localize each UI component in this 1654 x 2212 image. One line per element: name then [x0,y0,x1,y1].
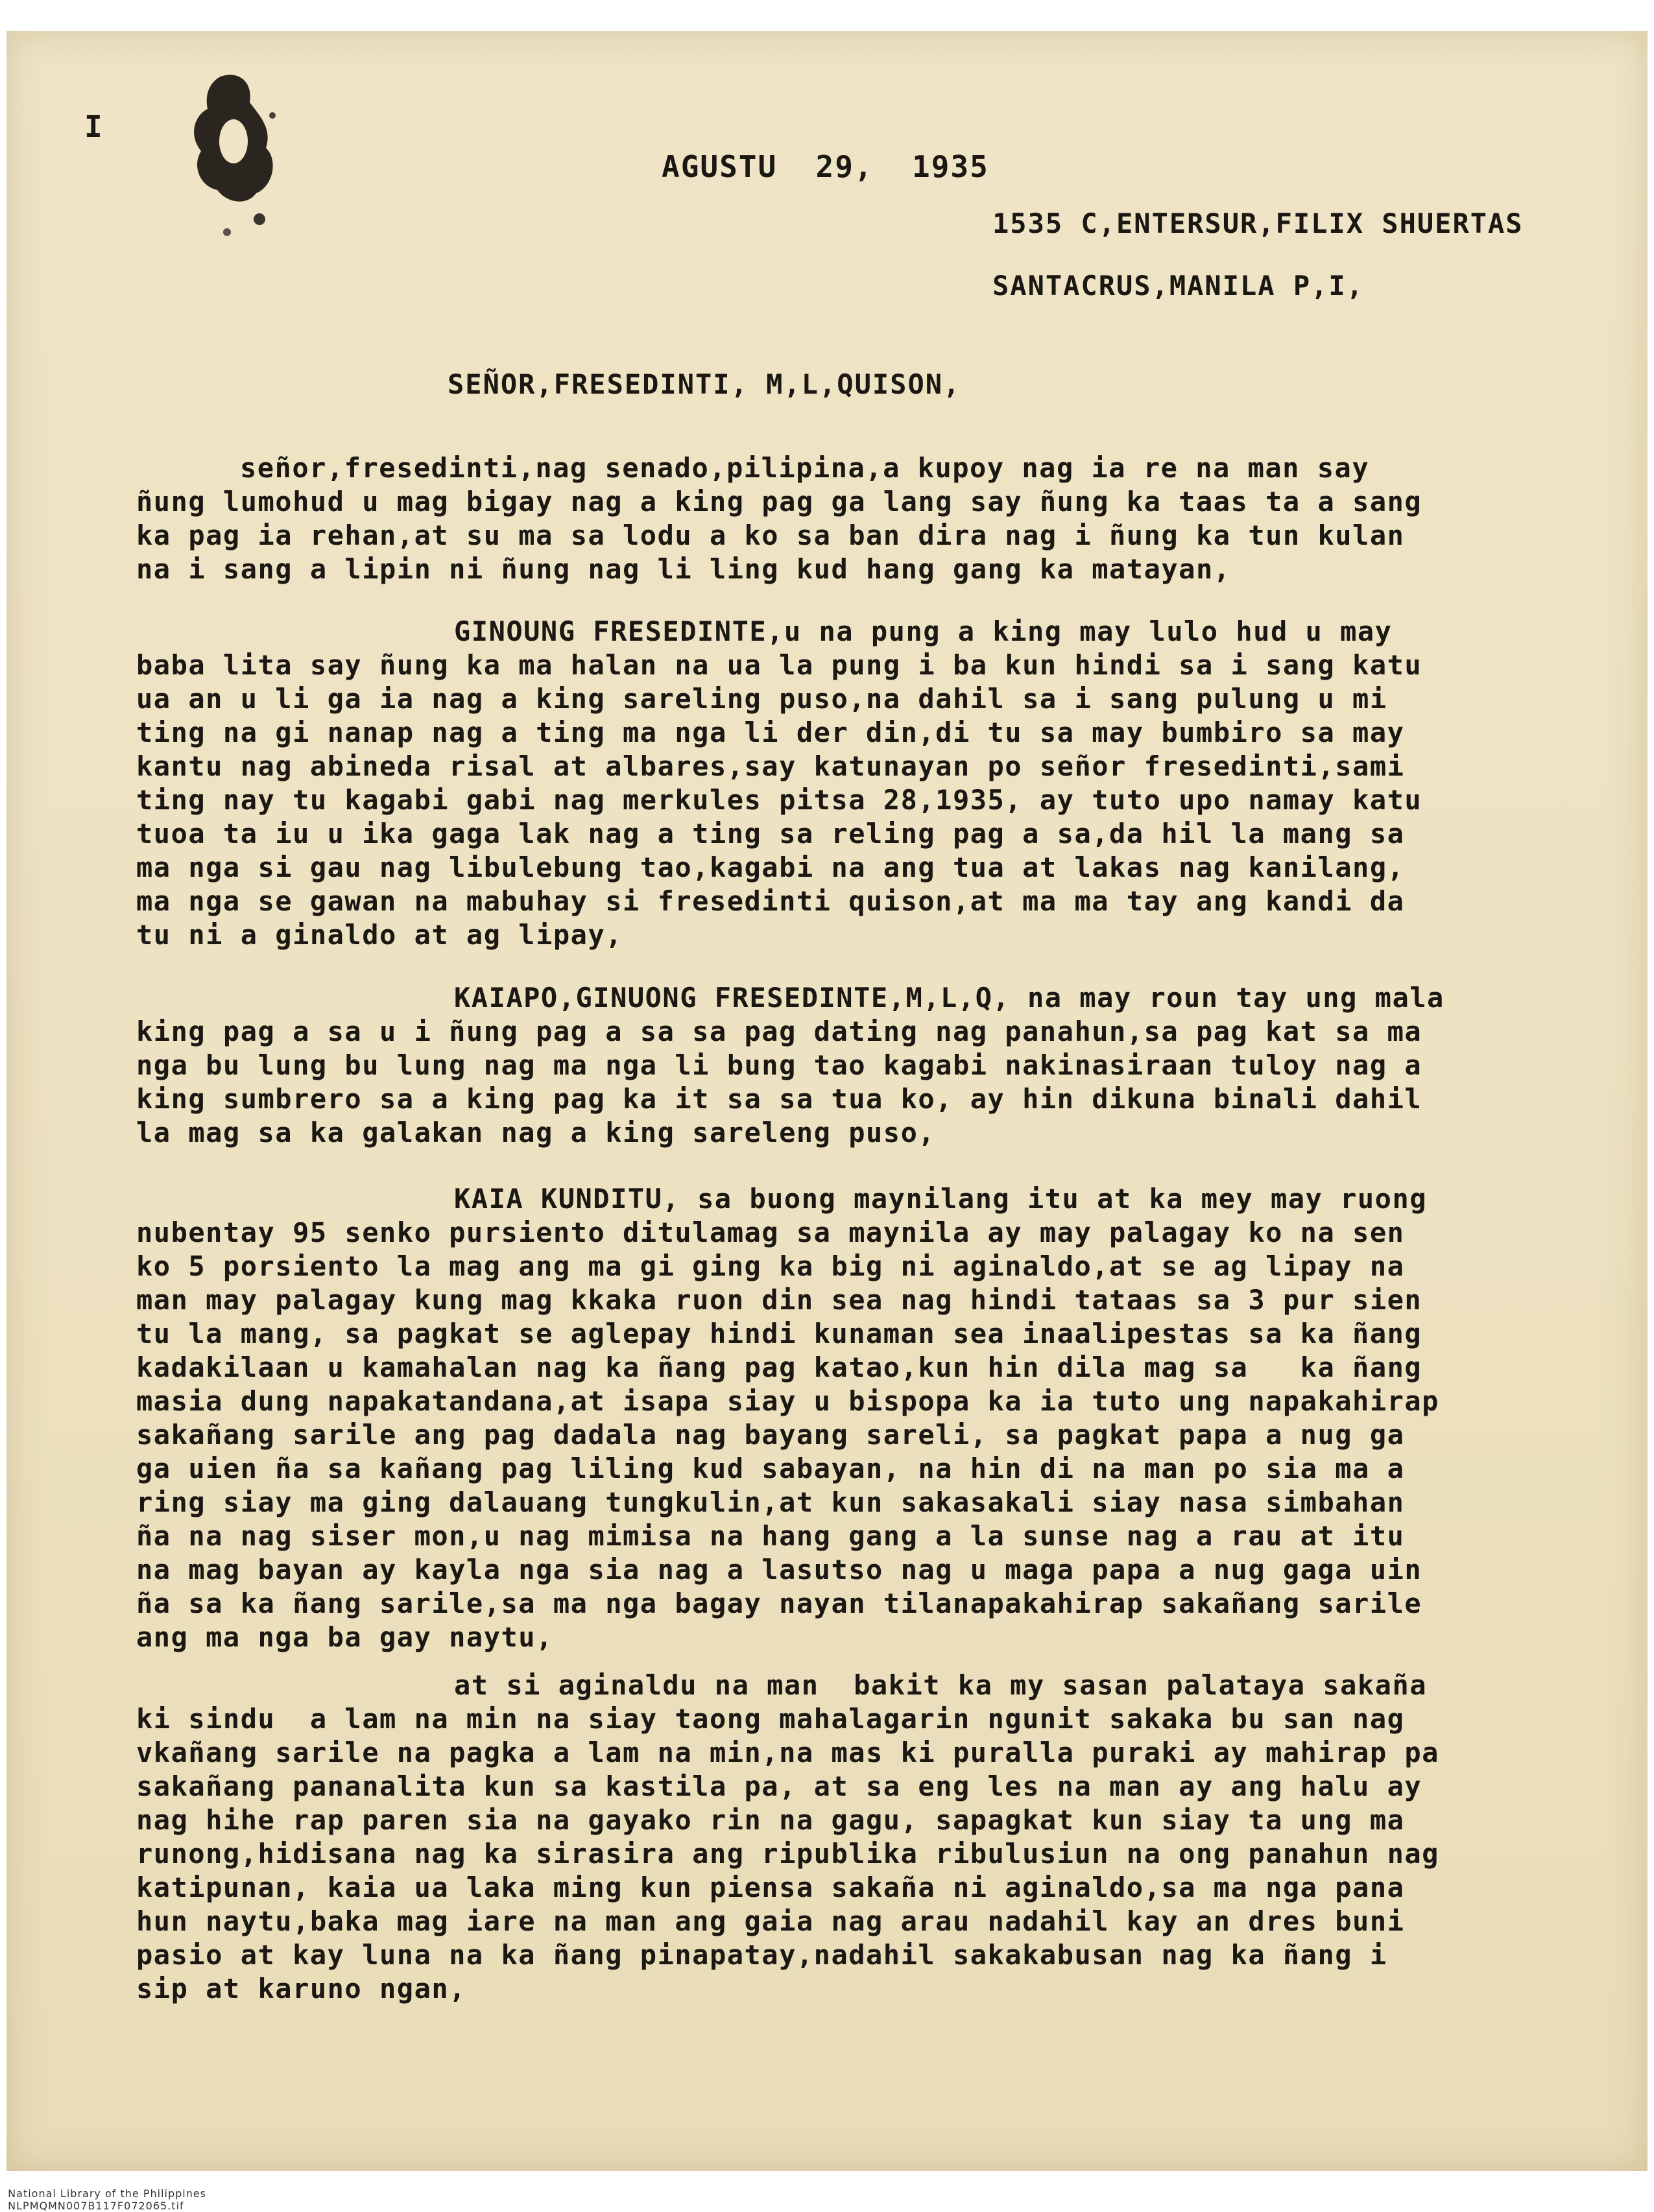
text-line: kadakilaan u kamahalan nag ka ñang pag katao,kun hin dila mag sa ka ñang [136,1351,1422,1383]
sender-address-line1: 1535 C,ENTERSUR,FILIX SHUERTAS [992,208,1524,239]
text-line: king pag a sa u i ñung pag a sa sa pag dating nag panahun,sa pag kat sa ma [136,1016,1422,1047]
sender-address-line2: SANTACRUS,MANILA P,I, [992,270,1365,302]
text-line: KAIAPO,GINUONG FRESEDINTE,M,L,Q, na may roun tay ung mala [454,982,1444,1014]
text-line: runong,hidisana nag ka sirasira ang ripublika ribulusiun na ong panahun nag [136,1838,1439,1870]
text-line: ka pag ia rehan,at su ma sa lodu a ko sa ban dira nag i ñung ka tun kulan [136,519,1405,551]
text-line: tu la mang, sa pagkat se aglepay hindi kunaman sea inaalipestas sa ka ñang [136,1318,1422,1350]
text-line: masia dung napakatandana,at isapa siay u bispopa ka ia tuto ung napakahirap [136,1385,1439,1417]
ink-stain [182,70,285,252]
text-line: na i sang a lipin ni ñung nag li ling kud hang gang ka matayan, [136,553,1231,585]
letter-date: AGUSTU 29, 1935 [662,149,989,184]
page-number: I [84,109,104,144]
text-line: hun naytu,baka mag iare na man ang gaia nag arau nadahil kay an dres buni [136,1905,1405,1937]
text-line: GINOUNG FRESEDINTE,u na pung a king may lulo hud u may [454,615,1393,647]
text-line: nubentay 95 senko pursiento ditulamag sa maynila ay may palagay ko na sen [136,1217,1405,1248]
text-line: pasio at kay luna na ka ñang pinapatay,nadahil sakakabusan nag ka ñang i [136,1939,1387,1971]
text-line: ña sa ka ñang sarile,sa ma nga bagay nayan tilanapakahirap sakañang sarile [136,1588,1422,1619]
paragraph-5 [136,1669,1628,2006]
text-line: ma nga se gawan na mabuhay si fresedinti quison,at ma ma tay ang kandi da [136,885,1405,917]
text-line: nga bu lung bu lung nag ma nga li bung tao kagabi nakinasiraan tuloy nag a [136,1049,1422,1081]
text-line: ua an u li ga ia nag a king sareling puso,na dahil sa i sang pulung u mi [136,683,1387,715]
text-line: tuoa ta iu u ika gaga lak nag a ting sa reling pag a sa,da hil la mang sa [136,818,1405,850]
paragraph-4 [136,1182,1628,1654]
text-line: sip at karuno ngan, [136,1973,466,2004]
text-line: ring siay ma ging dalauang tungkulin,at kun sakasakali siay nasa simbahan [136,1486,1405,1518]
text-line: ting na gi nanap nag a ting ma nga li der din,di tu sa may bumbiro sa may [136,717,1405,748]
paragraph-3 [136,981,1628,1150]
text-line: at si aginaldu na man bakit ka my sasan palataya sakaña [454,1669,1428,1701]
text-line: man may palagay kung mag kkaka ruon din sea nag hindi tataas sa 3 pur sien [136,1284,1422,1316]
letter-page [6,31,1648,2171]
text-line: ñung lumohud u mag bigay nag a king pag ga lang say ñung ka taas ta a sang [136,486,1422,517]
text-line: ting nay tu kagabi gabi nag merkules pitsa 28,1935, ay tuto upo namay katu [136,784,1422,816]
text-line: ga uien ña sa kañang pag liling kud sabayan, na hin di na man po sia ma a [136,1453,1405,1484]
paragraph-1 [136,451,1628,586]
salutation: SEÑOR,FRESEDINTI, M,L,QUISON, [448,368,961,400]
text-line: vkañang sarile na pagka a lam na min,na mas ki puralla puraki ay mahirap pa [136,1737,1439,1768]
text-line: tu ni a ginaldo at ag lipay, [136,919,623,951]
text-line: la mag sa ka galakan nag a king sareleng puso, [136,1117,936,1148]
text-line: king sumbrero sa a king pag ka it sa sa tua ko, ay hin dikuna binali dahil [136,1083,1422,1115]
text-line: sakañang sarile ang pag dadala nag bayang sareli, sa pagkat papa a nug ga [136,1419,1405,1451]
text-line: ang ma nga ba gay naytu, [136,1621,553,1653]
text-line: ña na nag siser mon,u nag mimisa na hang gang a la sunse nag a rau at itu [136,1520,1405,1552]
text-line: señor,fresedinti,nag senado,pilipina,a kupoy nag ia re na man say [240,452,1370,484]
text-line: KAIA KUNDITU, sa buong maynilang itu at ka mey may ruong [454,1183,1428,1215]
library-credit: National Library of the Philippines [8,2187,207,2200]
text-line: ko 5 porsiento la mag ang ma gi ging ka big ni aginaldo,at se ag lipay na [136,1250,1405,1282]
scan-filename: NLPMQMN007B117F072065.tif [8,2200,184,2212]
text-line: na mag bayan ay kayla nga sia nag a lasutso nag u maga papa a nug gaga uin [136,1554,1422,1586]
text-line: nag hihe rap paren sia na gayako rin na gagu, sapagkat kun siay ta ung ma [136,1804,1405,1836]
scan-footer [0,2175,232,2212]
text-line: sakañang pananalita kun sa kastila pa, at sa eng les na man ay ang halu ay [136,1770,1422,1802]
paragraph-2 [136,615,1628,952]
text-line: ma nga si gau nag libulebung tao,kagabi na ang tua at lakas nag kanilang, [136,851,1405,883]
text-line: katipunan, kaia ua laka ming kun piensa sakaña ni aginaldo,sa ma nga pana [136,1872,1405,1903]
text-line: ki sindu a lam na min na siay taong mahalagarin ngunit sakaka bu san nag [136,1703,1405,1735]
text-line: baba lita say ñung ka ma halan na ua la pung i ba kun hindi sa i sang katu [136,649,1422,681]
text-line: kantu nag abineda risal at albares,say katunayan po señor fresedinti,sami [136,750,1405,782]
